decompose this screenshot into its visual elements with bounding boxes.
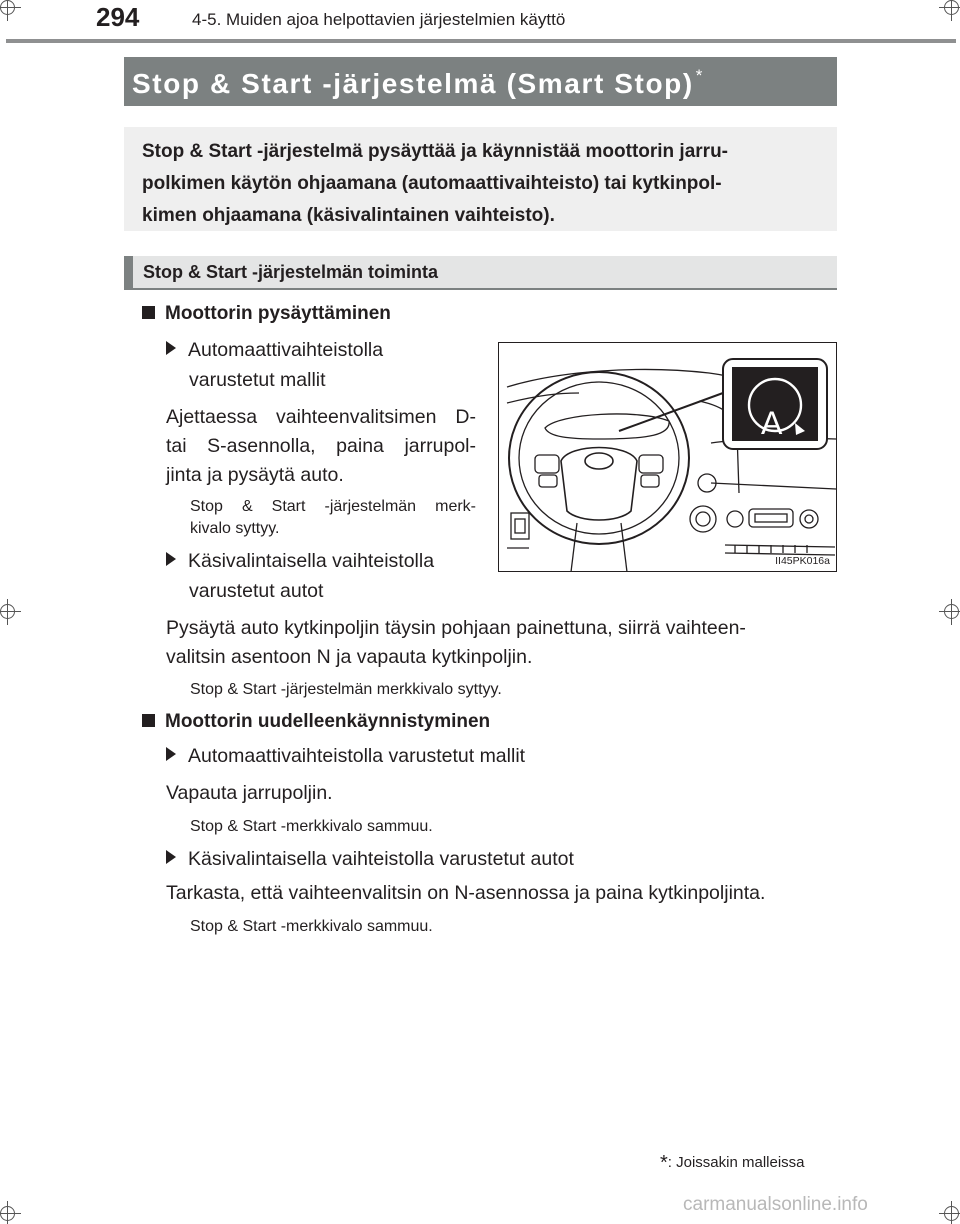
bullet-text-continued: varustetut autot	[189, 580, 324, 602]
dashboard-drawing	[499, 343, 837, 572]
footnote-asterisk: *	[660, 1152, 668, 1174]
crop-mark-top-left	[0, 0, 21, 21]
triangle-bullet-icon	[166, 747, 176, 761]
bullet-manual	[166, 848, 574, 871]
paragraph-line: Ajettaessa vaihteenvalitsimen D-	[166, 406, 476, 428]
crop-mark-bottom-right	[939, 1201, 960, 1224]
header-rule	[6, 39, 956, 43]
intro-box	[124, 127, 837, 231]
triangle-bullet-icon	[166, 552, 176, 566]
triangle-bullet-icon	[166, 341, 176, 355]
square-bullet-icon	[142, 306, 155, 319]
note-line: Stop & Start -merkkivalo sammuu.	[190, 918, 433, 935]
subheading-text: Moottorin uudelleenkäynnistyminen	[165, 711, 491, 732]
intro-line: kimen ohjaamana (käsivalintainen vaihteisto).	[142, 205, 555, 226]
note-line: Stop & Start -järjestelmän merk-	[190, 498, 476, 515]
bullet-text: Käsivalintaisella vaihteistolla	[188, 550, 435, 572]
section-heading-bar	[124, 256, 837, 290]
footnote	[660, 1152, 805, 1175]
title-asterisk: *	[695, 66, 704, 85]
bullet-automatic	[166, 339, 383, 362]
paragraph-line: Pysäytä auto kytkinpoljin täysin pohjaan painettuna, siirrä vaihteen-	[166, 617, 746, 639]
bullet-automatic	[166, 745, 525, 768]
square-bullet-icon	[142, 714, 155, 727]
page-title	[132, 66, 704, 100]
note-line: kivalo syttyy.	[190, 520, 280, 537]
paragraph-line: tai S-asennolla, paina jarrupol-	[166, 435, 476, 457]
note-line: Stop & Start -merkkivalo sammuu.	[190, 818, 433, 835]
crop-mark-mid-left	[0, 599, 21, 625]
section-heading: Stop & Start -järjestelmän toiminta	[143, 262, 439, 282]
crop-mark-top-right	[939, 0, 960, 21]
subheading-text: Moottorin pysäyttäminen	[165, 303, 391, 324]
note-line: Stop & Start -järjestelmän merkkivalo syttyy.	[190, 681, 502, 698]
bullet-text: Automaattivaihteistolla varustetut mallit	[188, 745, 526, 767]
dashboard-illustration	[498, 342, 837, 572]
intro-line: polkimen käytön ohjaamana (automaattivaihteisto) tai kytkinpol-	[142, 173, 722, 194]
figure-code: II45PK016a	[775, 555, 830, 567]
triangle-bullet-icon	[166, 850, 176, 864]
bullet-text-continued: varustetut mallit	[189, 369, 326, 391]
paragraph-line: Tarkasta, että vaihteenvalitsin on N-asennossa ja paina kytkinpoljinta.	[166, 882, 766, 904]
page-title-text: Stop & Start -järjestelmä (Smart Stop)	[132, 68, 694, 99]
watermark: carmanualsonline.info	[683, 1194, 868, 1215]
running-head: 4-5. Muiden ajoa helpottavien järjestelmien käyttö	[192, 10, 566, 29]
intro-line: Stop & Start -järjestelmä pysäyttää ja käynnistää moottorin jarru-	[142, 141, 729, 162]
indicator-letter: A	[761, 405, 783, 441]
paragraph-line: jinta ja pysäytä auto.	[166, 464, 344, 486]
page-number: 294	[96, 2, 140, 32]
bullet-manual	[166, 550, 434, 573]
bullet-text: Automaattivaihteistolla	[188, 339, 384, 361]
title-bar	[124, 57, 837, 106]
crop-mark-bottom-left	[0, 1201, 21, 1224]
bullet-text: Käsivalintaisella vaihteistolla varustetut autot	[188, 848, 574, 870]
subheading-engine-restart	[142, 711, 490, 733]
footnote-text: : Joissakin malleissa	[667, 1154, 805, 1171]
paragraph-line: valitsin asentoon N ja vapauta kytkinpoljin.	[166, 646, 533, 668]
subheading-engine-stop	[142, 303, 391, 325]
paragraph-line: Vapauta jarrupoljin.	[166, 782, 333, 804]
crop-mark-mid-right	[939, 599, 960, 625]
